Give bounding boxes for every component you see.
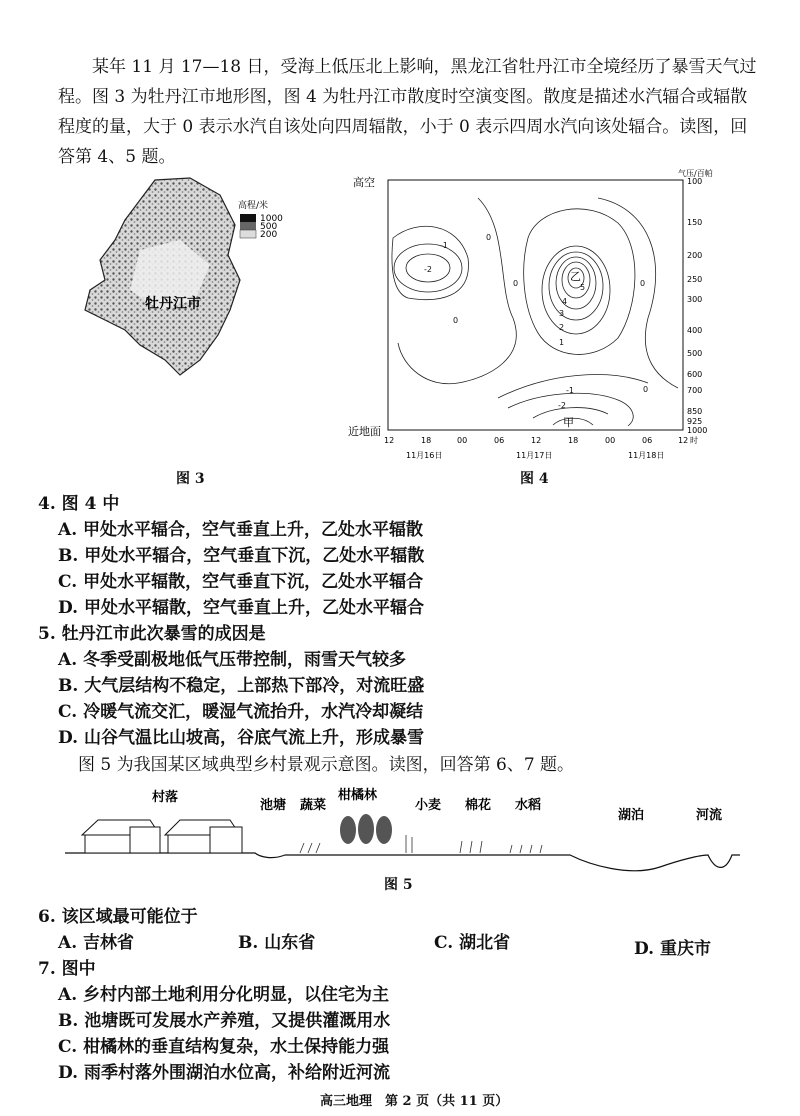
contour-label: 0 xyxy=(513,279,519,288)
question-5 xyxy=(38,621,758,751)
hour-tick: 00 xyxy=(457,436,468,445)
date-label: 11月17日 xyxy=(516,451,553,460)
contour-label: 4 xyxy=(562,297,568,306)
hour-unit: 时 xyxy=(690,436,698,445)
date-label: 11月18日 xyxy=(628,451,665,460)
contour-label: 3 xyxy=(559,309,565,318)
fig5-caption: 图 5 xyxy=(384,877,413,893)
fig5-orange-trees xyxy=(340,814,392,844)
fig5-terrain-line xyxy=(65,853,740,871)
legend-swatch-low xyxy=(240,230,256,238)
map-legend-title: 高程/米 xyxy=(238,201,269,211)
contour-label: -1 xyxy=(566,386,574,395)
q5-stem: 5. 牡丹江市此次暴雪的成因是 xyxy=(38,624,266,644)
fig5-houses xyxy=(82,820,242,853)
contour-label: 2 xyxy=(559,323,565,332)
contour-label: 0 xyxy=(486,233,492,242)
pressure-tick: 500 xyxy=(687,349,703,358)
pressure-tick: 200 xyxy=(687,251,703,260)
legend-swatch-mid xyxy=(240,222,256,230)
fig4-pressure-axis xyxy=(687,177,707,435)
pressure-tick: 700 xyxy=(687,386,703,395)
fig3-caption: 图 3 xyxy=(176,471,205,487)
legend-value-200: 200 xyxy=(260,230,278,240)
question-4 xyxy=(38,491,758,621)
q4-option-a: A. 甲处水平辐合，空气垂直上升，乙处水平辐散 xyxy=(58,520,424,540)
pressure-tick: 600 xyxy=(687,370,703,379)
pressure-tick: 850 xyxy=(687,407,703,416)
q4-option-d: D. 甲处水平辐散，空气垂直上升，乙处水平辐合 xyxy=(58,598,424,618)
contour-label: 0 xyxy=(453,316,459,325)
label-lake: 湖泊 xyxy=(618,808,645,823)
q4-option-c: C. 甲处水平辐散，空气垂直下沉，乙处水平辐合 xyxy=(58,572,424,592)
label-river: 河流 xyxy=(696,808,723,823)
hour-tick: 00 xyxy=(605,436,616,445)
q7-option-d: D. 雨季村落外围湖泊水位高，补给附近河流 xyxy=(58,1063,390,1083)
fig4-bottom-label: 近地面 xyxy=(348,425,381,438)
legend-value-500: 500 xyxy=(260,222,278,232)
q6-option-c: C. 湖北省 xyxy=(434,933,511,953)
hour-tick: 12 xyxy=(531,436,542,445)
q6-option-d: D. 重庆市 xyxy=(634,939,711,959)
q6-option-b: B. 山东省 xyxy=(238,933,316,953)
label-village: 村落 xyxy=(152,790,179,805)
pressure-tick: 400 xyxy=(687,326,703,335)
question-6 xyxy=(38,904,758,959)
fig4-caption: 图 4 xyxy=(520,471,549,487)
q6-option-a: A. 吉林省 xyxy=(58,933,135,953)
q7-option-c: C. 柑橘林的垂直结构复杂，水土保持能力强 xyxy=(58,1037,390,1057)
contour-label: 0 xyxy=(640,279,646,288)
hour-tick: 12 xyxy=(678,436,689,445)
label-rice: 水稻 xyxy=(515,798,542,813)
intro-text: 某年 11 月 17—18 日，受海上低压北上影响，黑龙江省牡丹江市全境经历了暴雪天气过程。图 3 为牡丹江市地形图，图 4 为牡丹江市散度时空演变图。散度是描述水汽辐合或辐散程度的量，大于 0 表示水汽自该处向四周辐散，小于 0 表示四周水汽向该处辐合。读图，回答第 4、5 题。 xyxy=(58,57,757,167)
contour-label: 1 xyxy=(559,338,565,347)
pressure-tick: 1000 xyxy=(687,426,708,435)
hour-tick: 18 xyxy=(568,436,579,445)
legend-swatch-high xyxy=(240,214,256,222)
fig5-crops xyxy=(300,835,542,853)
q4-option-b: B. 甲处水平辐合，空气垂直下沉，乙处水平辐散 xyxy=(58,546,425,566)
map-city-label: 牡丹江市 xyxy=(145,296,201,312)
hour-tick: 06 xyxy=(642,436,653,445)
pressure-tick: 150 xyxy=(687,218,703,227)
label-wheat: 小麦 xyxy=(415,798,442,813)
hour-tick: 12 xyxy=(384,436,395,445)
pressure-tick: 250 xyxy=(687,275,703,284)
fig4-plot-frame xyxy=(388,180,683,430)
fig4-marker-jia: 甲 xyxy=(563,416,574,429)
fig5-intro: 图 5 为我国某区域典型乡村景观示意图。读图，回答第 6、7 题。 xyxy=(78,755,575,775)
label-cotton: 棉花 xyxy=(465,798,492,813)
pressure-tick: 300 xyxy=(687,295,703,304)
q7-option-a: A. 乡村内部土地利用分化明显，以住宅为主 xyxy=(58,985,390,1005)
fig4-time-axis xyxy=(384,435,698,460)
page-footer: 高三地理 第 2 页（共 11 页） xyxy=(320,1094,509,1109)
q7-option-b: B. 池塘既可发展水产养殖，又提供灌溉用水 xyxy=(58,1011,391,1031)
fig3-topographic-map xyxy=(70,170,300,400)
pressure-tick: 100 xyxy=(687,177,703,186)
q6-options xyxy=(38,930,758,959)
label-vegetable: 蔬菜 xyxy=(300,798,327,813)
question-7 xyxy=(38,956,758,1086)
fig4-contours xyxy=(392,198,678,426)
intro-paragraph xyxy=(58,52,758,172)
q7-stem: 7. 图中 xyxy=(38,959,96,979)
q5-option-c: C. 冷暖气流交汇，暖湿气流抬升，水汽冷却凝结 xyxy=(58,702,424,722)
q5-option-a: A. 冬季受副极地低气压带控制，雨雪天气较多 xyxy=(58,650,407,670)
fig4-marker-yi: 乙 xyxy=(570,270,581,283)
fig4-top-label: 高空 xyxy=(353,176,375,189)
contour-label: 0 xyxy=(643,385,649,394)
label-orange-grove: 柑橘林 xyxy=(338,788,378,803)
contour-label: 5 xyxy=(580,283,586,292)
q5-option-b: B. 大气层结构不稳定，上部热下部冷，对流旺盛 xyxy=(58,676,425,696)
fig5-landscape-sketch xyxy=(60,785,740,885)
label-pond: 池塘 xyxy=(260,798,287,813)
pressure-tick: 925 xyxy=(687,417,703,426)
contour-label: -2 xyxy=(558,401,566,410)
legend-value-1000: 1000 xyxy=(260,214,283,224)
contour-label: -2 xyxy=(424,265,432,274)
contour-label: -1 xyxy=(440,241,448,250)
fig4-right-unit: 气压/百帕 xyxy=(678,169,713,178)
hour-tick: 18 xyxy=(421,436,432,445)
hour-tick: 06 xyxy=(494,436,505,445)
q5-option-d: D. 山谷气温比山坡高，谷底气流上升，形成暴雪 xyxy=(58,728,424,748)
date-label: 11月16日 xyxy=(406,451,443,460)
q4-stem: 4. 图 4 中 xyxy=(38,494,120,514)
q6-stem: 6. 该区域最可能位于 xyxy=(38,907,198,927)
fig5-labels xyxy=(152,787,722,823)
fig4-divergence-chart xyxy=(348,168,768,468)
